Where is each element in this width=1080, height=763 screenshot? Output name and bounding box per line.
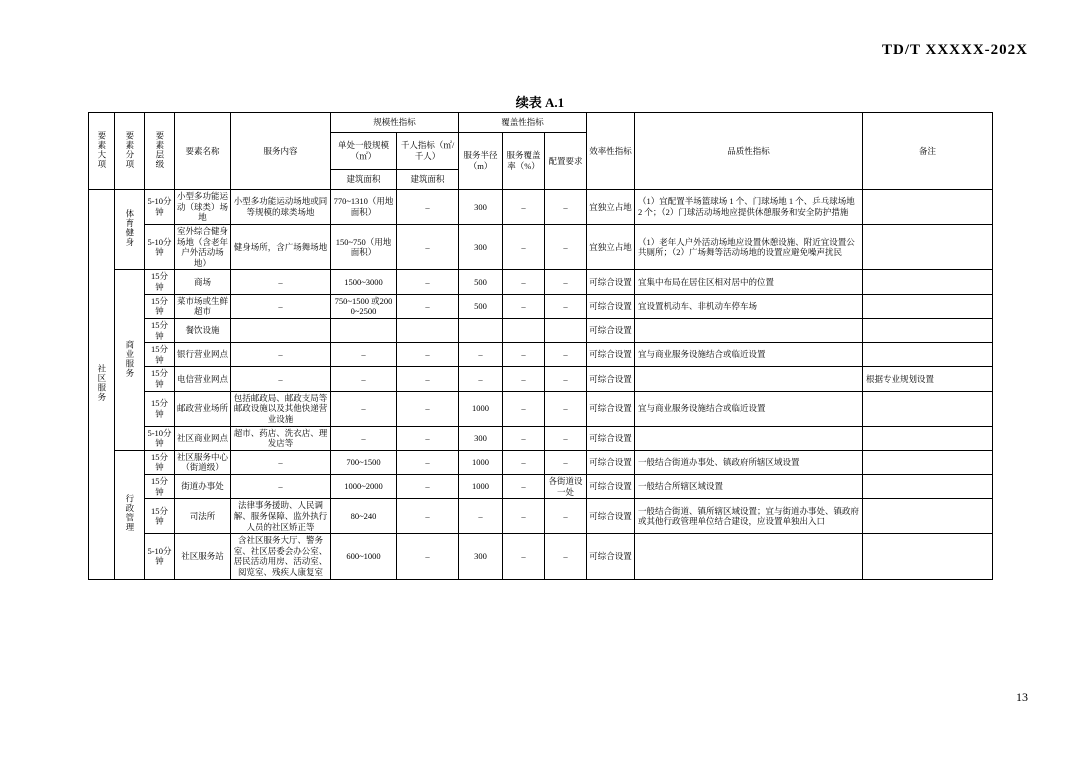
cell-service-content: – <box>231 294 331 318</box>
cell-quality: 一般结合街道、镇所辖区域设置；宜与街道办事处、镇政府或其他行政管理单位结合建设，应设置单独出入口 <box>635 499 863 534</box>
th-unit-scale: 单处一般规模（㎡） <box>331 133 397 170</box>
cell-coverage-rate: – <box>503 534 545 580</box>
th-build-area-2: 建筑面积 <box>397 170 459 190</box>
cell-quality: 宜与商业服务设施结合或临近设置 <box>635 343 863 367</box>
cell-quality: 宜集中布局在居住区相对居中的位置 <box>635 270 863 294</box>
cell-element-name: 室外综合健身场地（含老年户外活动场地） <box>175 224 231 270</box>
cell-efficiency: 可综合设置 <box>587 318 635 342</box>
cell-unit-scale: 1000~2000 <box>331 475 397 499</box>
cell-remark: 根据专业规划设置 <box>863 367 993 391</box>
cell-level: 15分钟 <box>145 294 175 318</box>
cell-quality: 宜与商业服务设施结合或临近设置 <box>635 391 863 426</box>
cell-unit-scale: 1500~3000 <box>331 270 397 294</box>
cell-element-name: 街道办事处 <box>175 475 231 499</box>
cell-config-req: – <box>545 391 587 426</box>
cell-element-name: 邮政营业场所 <box>175 391 231 426</box>
cell-element-name: 小型多功能运动（球类）场地 <box>175 190 231 225</box>
table-title: 续表 A.1 <box>515 95 565 110</box>
cell-per-capita: – <box>397 270 459 294</box>
cell-config-req: – <box>545 499 587 534</box>
table-row <box>89 343 993 367</box>
cell-per-capita: – <box>397 391 459 426</box>
cell-unit-scale: 770~1310（用地面积） <box>331 190 397 225</box>
cell-radius: 300 <box>459 190 503 225</box>
cell-remark <box>863 426 993 450</box>
cell-efficiency: 可综合设置 <box>587 475 635 499</box>
cell-efficiency: 可综合设置 <box>587 294 635 318</box>
cell-remark <box>863 475 993 499</box>
cell-unit-scale: – <box>331 367 397 391</box>
cell-quality <box>635 367 863 391</box>
page-number: 13 <box>1016 690 1028 704</box>
cell-per-capita: – <box>397 499 459 534</box>
cell-coverage-rate: – <box>503 499 545 534</box>
cell-category-sub: 商业服务 <box>115 270 145 450</box>
cell-category-sub: 行政管理 <box>115 450 145 579</box>
cell-per-capita: – <box>397 343 459 367</box>
cell-coverage-rate: – <box>503 190 545 225</box>
cell-config-req: – <box>545 270 587 294</box>
cell-coverage-rate: – <box>503 343 545 367</box>
cell-unit-scale: 150~750（用地面积） <box>331 224 397 270</box>
th-remark: 备注 <box>863 113 993 190</box>
cell-per-capita: – <box>397 224 459 270</box>
table-row <box>89 270 993 294</box>
cell-remark <box>863 450 993 474</box>
cell-config-req: – <box>545 534 587 580</box>
table-row <box>89 475 993 499</box>
th-group-scale: 规模性指标 <box>331 113 459 133</box>
cell-service-content: 健身场所，含广场舞场地 <box>231 224 331 270</box>
cell-service-content: – <box>231 450 331 474</box>
cell-element-name: 餐饮设施 <box>175 318 231 342</box>
cell-service-content <box>231 318 331 342</box>
th-build-area-1: 建筑面积 <box>331 170 397 190</box>
cell-service-content: 法律事务援助、人民调解、服务保障、监外执行人员的社区矫正等 <box>231 499 331 534</box>
th-level: 要素层级 <box>145 113 175 190</box>
cell-efficiency: 可综合设置 <box>587 499 635 534</box>
cell-radius: – <box>459 343 503 367</box>
cell-efficiency: 可综合设置 <box>587 391 635 426</box>
cell-remark <box>863 534 993 580</box>
cell-level: 15分钟 <box>145 367 175 391</box>
cell-level: 5-10分钟 <box>145 224 175 270</box>
cell-element-name: 商场 <box>175 270 231 294</box>
th-quality: 品质性指标 <box>635 113 863 190</box>
cell-coverage-rate: – <box>503 450 545 474</box>
cell-radius: 500 <box>459 270 503 294</box>
cell-coverage-rate: – <box>503 367 545 391</box>
cell-coverage-rate: – <box>503 294 545 318</box>
cell-remark <box>863 224 993 270</box>
cell-unit-scale: 80~240 <box>331 499 397 534</box>
cell-efficiency: 可综合设置 <box>587 426 635 450</box>
cell-remark <box>863 343 993 367</box>
cell-remark <box>863 270 993 294</box>
cell-config-req: – <box>545 450 587 474</box>
cell-config-req: – <box>545 367 587 391</box>
cell-per-capita: – <box>397 190 459 225</box>
cell-service-content: 超市、药店、洗衣店、理发店等 <box>231 426 331 450</box>
cell-level: 5-10分钟 <box>145 426 175 450</box>
cell-config-req <box>545 318 587 342</box>
cell-coverage-rate: – <box>503 270 545 294</box>
cell-unit-scale: – <box>331 343 397 367</box>
spec-table-wrapper <box>88 112 992 580</box>
cell-service-content: – <box>231 270 331 294</box>
cell-radius: – <box>459 499 503 534</box>
th-efficiency: 效率性指标 <box>587 113 635 190</box>
table-row <box>89 294 993 318</box>
cell-efficiency: 可综合设置 <box>587 367 635 391</box>
table-row <box>89 190 993 225</box>
cell-unit-scale: 700~1500 <box>331 450 397 474</box>
cell-per-capita <box>397 318 459 342</box>
table-row <box>89 499 993 534</box>
cell-radius: 1000 <box>459 391 503 426</box>
cell-quality: 一般结合所辖区域设置 <box>635 475 863 499</box>
cell-coverage-rate: – <box>503 475 545 499</box>
cell-radius: 300 <box>459 224 503 270</box>
cell-level: 15分钟 <box>145 391 175 426</box>
cell-per-capita: – <box>397 367 459 391</box>
cell-efficiency: 可综合设置 <box>587 450 635 474</box>
cell-element-name: 社区服务中心（街道级） <box>175 450 231 474</box>
th-group-coverage: 覆盖性指标 <box>459 113 587 133</box>
cell-config-req: – <box>545 343 587 367</box>
cell-element-name: 社区商业网点 <box>175 426 231 450</box>
cell-quality: 宜设置机动车、非机动车停车场 <box>635 294 863 318</box>
th-config-req: 配置要求 <box>545 133 587 190</box>
cell-element-name: 银行营业网点 <box>175 343 231 367</box>
cell-config-req: – <box>545 190 587 225</box>
cell-quality: （1）宜配置半场篮球场 1 个、门球场地 1 个、乒乓球场地 2 个；（2）门球活动场地应提供休憩服务和安全防护措施 <box>635 190 863 225</box>
cell-per-capita: – <box>397 450 459 474</box>
cell-quality: 一般结合街道办事处、镇政府所辖区域设置 <box>635 450 863 474</box>
cell-unit-scale: – <box>331 391 397 426</box>
cell-efficiency: 可综合设置 <box>587 270 635 294</box>
cell-config-req: – <box>545 426 587 450</box>
cell-coverage-rate: – <box>503 426 545 450</box>
cell-quality <box>635 534 863 580</box>
cell-coverage-rate: – <box>503 224 545 270</box>
cell-per-capita: – <box>397 426 459 450</box>
cell-remark <box>863 499 993 534</box>
table-row <box>89 534 993 580</box>
cell-per-capita: – <box>397 534 459 580</box>
cell-service-content: – <box>231 343 331 367</box>
cell-config-req: – <box>545 294 587 318</box>
th-service-content: 服务内容 <box>231 113 331 190</box>
cell-service-content: 小型多功能运动场地或同等规模的球类场地 <box>231 190 331 225</box>
th-category-sub: 要素分项 <box>115 113 145 190</box>
cell-radius: – <box>459 367 503 391</box>
cell-efficiency: 可综合设置 <box>587 343 635 367</box>
cell-remark <box>863 190 993 225</box>
cell-remark <box>863 294 993 318</box>
cell-quality: （1）老年人户外活动场地应设置休憩设施、附近宜设置公共厕所；（2）广场舞等活动场地的设置应避免噪声扰民 <box>635 224 863 270</box>
cell-coverage-rate: – <box>503 391 545 426</box>
cell-element-name: 菜市场或生鲜超市 <box>175 294 231 318</box>
th-category-major: 要素大项 <box>89 113 115 190</box>
cell-quality <box>635 426 863 450</box>
cell-category-major: 社区服务 <box>89 190 115 580</box>
cell-unit-scale: 750~1500 或2000~2500 <box>331 294 397 318</box>
cell-level: 15分钟 <box>145 343 175 367</box>
table-body <box>89 190 993 580</box>
cell-level: 5-10分钟 <box>145 534 175 580</box>
spec-table <box>88 112 993 580</box>
cell-service-content: 包括邮政局、邮政支局等邮政设施以及其他快递营业设施 <box>231 391 331 426</box>
cell-config-req: 各街道设一处 <box>545 475 587 499</box>
cell-level: 15分钟 <box>145 475 175 499</box>
table-row <box>89 367 993 391</box>
table-header-row-1 <box>89 113 993 133</box>
cell-category-sub: 体育健身 <box>115 190 145 270</box>
cell-remark <box>863 318 993 342</box>
cell-level: 15分钟 <box>145 270 175 294</box>
cell-quality <box>635 318 863 342</box>
cell-level: 15分钟 <box>145 499 175 534</box>
cell-radius: 300 <box>459 534 503 580</box>
cell-radius <box>459 318 503 342</box>
th-element-name: 要素名称 <box>175 113 231 190</box>
cell-element-name: 电信营业网点 <box>175 367 231 391</box>
th-per-capita: 千人指标（㎡/千人） <box>397 133 459 170</box>
cell-coverage-rate <box>503 318 545 342</box>
table-row <box>89 450 993 474</box>
cell-element-name: 司法所 <box>175 499 231 534</box>
cell-radius: 300 <box>459 426 503 450</box>
table-row <box>89 224 993 270</box>
cell-radius: 1000 <box>459 475 503 499</box>
cell-efficiency: 可综合设置 <box>587 534 635 580</box>
cell-per-capita: – <box>397 475 459 499</box>
cell-service-content: 含社区服务大厅、警务室、社区居委会办公室、居民活动用房、活动室、阅览室、残疾人康复室 <box>231 534 331 580</box>
cell-element-name: 社区服务站 <box>175 534 231 580</box>
cell-service-content: – <box>231 367 331 391</box>
cell-level: 5-10分钟 <box>145 190 175 225</box>
th-coverage-rate: 服务覆盖率（%） <box>503 133 545 190</box>
cell-unit-scale: 600~1000 <box>331 534 397 580</box>
th-radius: 服务半径（m） <box>459 133 503 190</box>
cell-radius: 500 <box>459 294 503 318</box>
cell-per-capita: – <box>397 294 459 318</box>
cell-radius: 1000 <box>459 450 503 474</box>
cell-efficiency: 宜独立占地 <box>587 190 635 225</box>
cell-unit-scale <box>331 318 397 342</box>
cell-remark <box>863 391 993 426</box>
table-row <box>89 391 993 426</box>
cell-unit-scale: – <box>331 426 397 450</box>
cell-config-req: – <box>545 224 587 270</box>
cell-service-content: – <box>231 475 331 499</box>
document-header-code: TD/T XXXXX-202X <box>882 42 1028 58</box>
cell-level: 15分钟 <box>145 318 175 342</box>
table-row <box>89 318 993 342</box>
cell-efficiency: 宜独立占地 <box>587 224 635 270</box>
cell-level: 15分钟 <box>145 450 175 474</box>
table-row <box>89 426 993 450</box>
